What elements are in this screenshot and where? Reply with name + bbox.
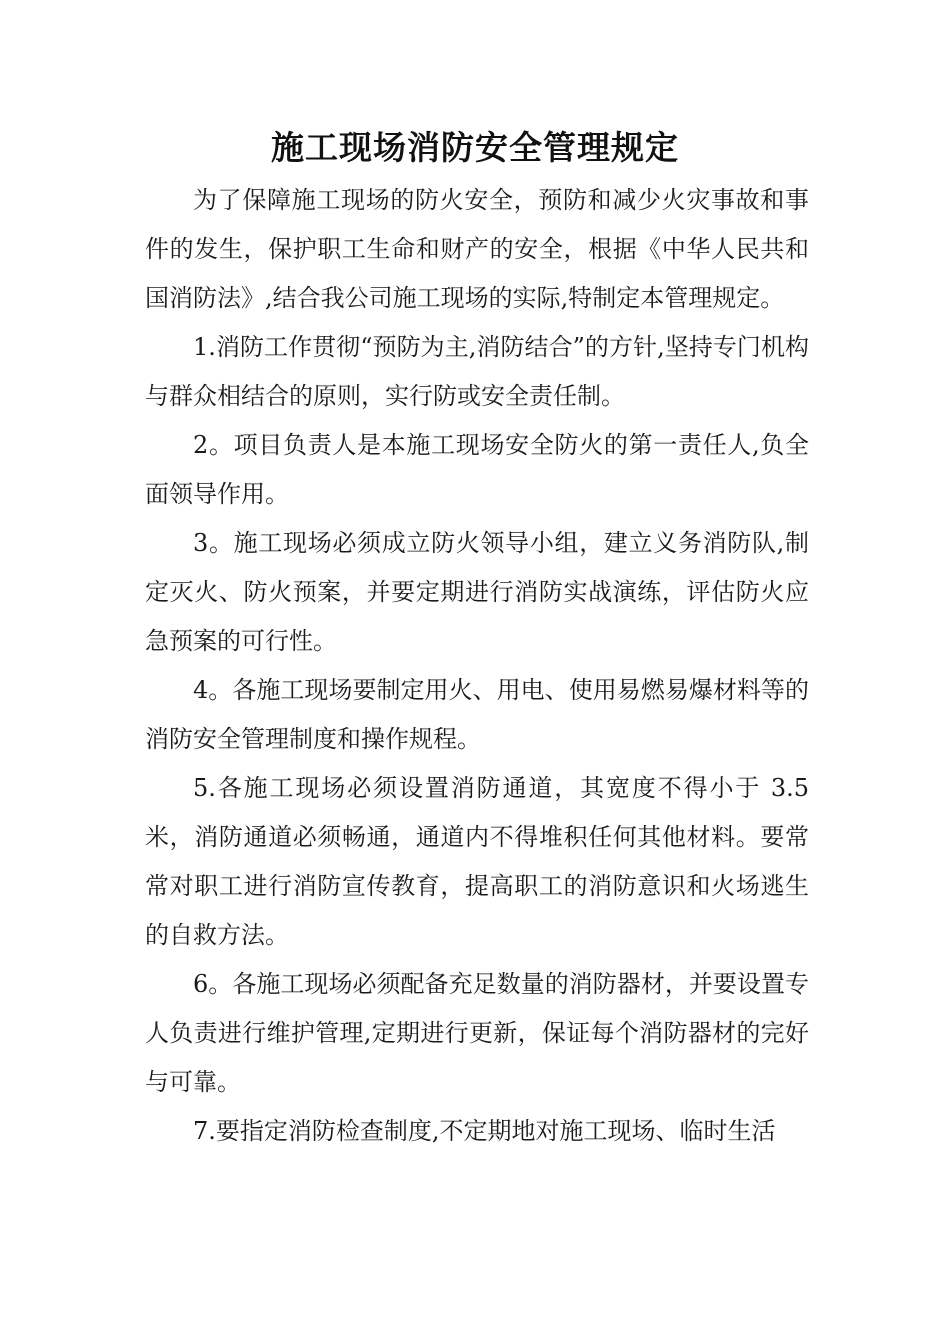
- document-title: 施工现场消防安全管理规定: [271, 128, 679, 167]
- paragraph-7: 7.要指定消防检查制度,不定期地对施工现场、临时生活: [193, 1117, 776, 1145]
- paragraph-6: 6。各施工现场必须配备充足数量的消防器材，并要设置专人负责进行维护管理,定期进行更新，保证每个消防器材的完好与可靠。: [145, 970, 809, 1096]
- paragraph-5: 5.各施工现场必须设置消防通道，其宽度不得小于 3.5 米，消防通道必须畅通，通道内不得堆积任何其他材料。要常常对职工进行消防宣传教育，提高职工的消防意识和火场逃生的自救方法。: [145, 774, 809, 949]
- paragraph-3: 3。施工现场必须成立防火领导小组，建立义务消防队,制定灭火、防火预案，并要定期进行消防实战演练，评估防火应急预案的可行性。: [145, 529, 809, 655]
- paragraph-4: 4。各施工现场要制定用火、用电、使用易燃易爆材料等的消防安全管理制度和操作规程。: [145, 676, 809, 753]
- paragraph-2: 2。项目负责人是本施工现场安全防火的第一责任人,负全面领导作用。: [145, 431, 809, 508]
- paragraph-1: 1.消防工作贯彻“预防为主,消防结合”的方针,坚持专门机构与群众相结合的原则，实行防或安全责任制。: [145, 333, 809, 410]
- intro-paragraph: 为了保障施工现场的防火安全，预防和减少火灾事故和事件的发生，保护职工生命和财产的安全，根据《中华人民共和国消防法》,结合我公司施工现场的实际,特制定本管理规定。: [145, 186, 809, 312]
- document-body: [145, 176, 809, 1156]
